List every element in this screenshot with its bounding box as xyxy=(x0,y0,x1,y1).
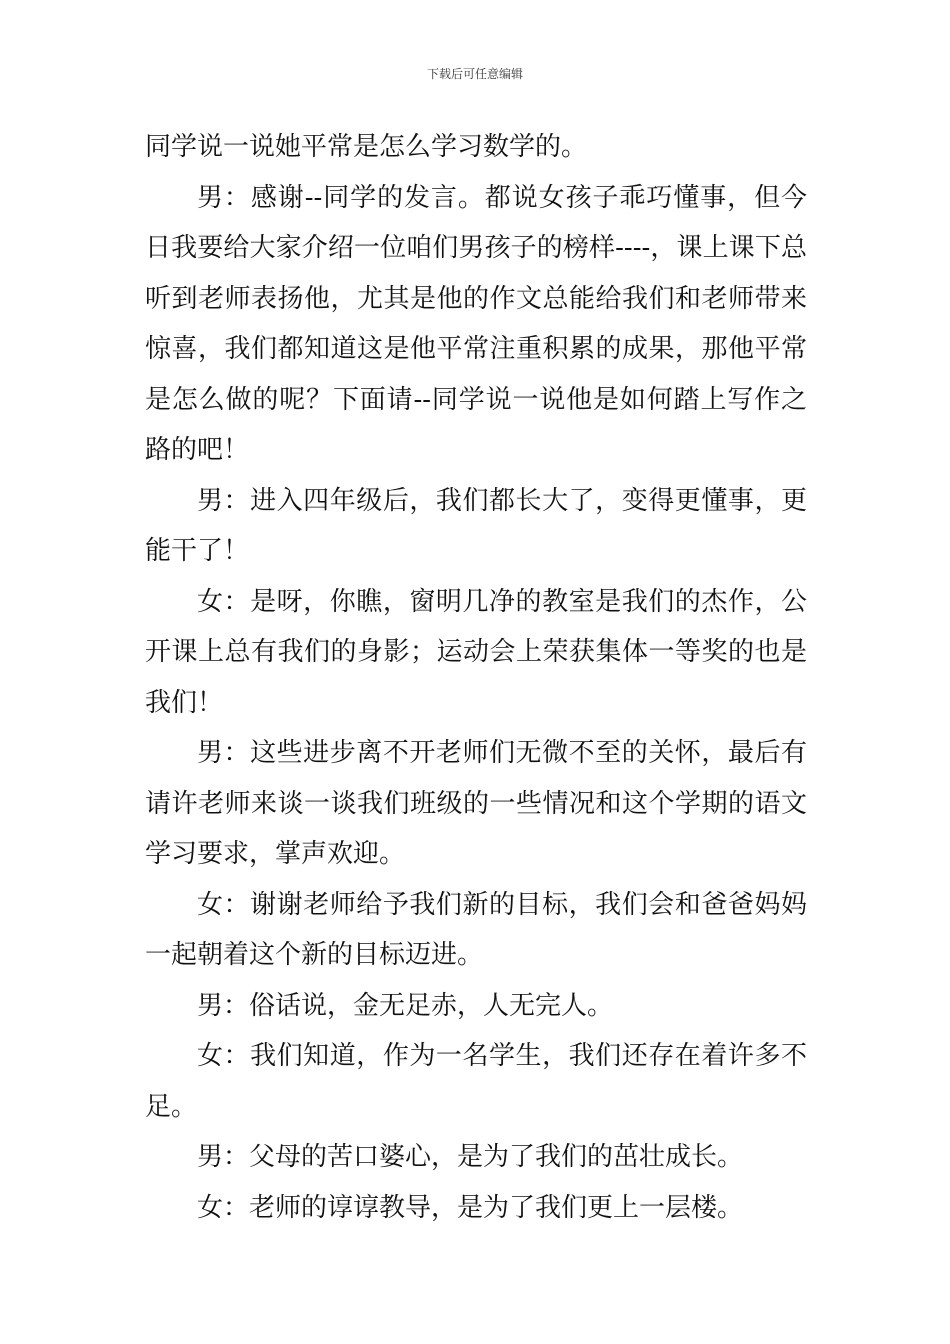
paragraph-4: 女：是呀，你瞧，窗明几净的教室是我们的杰作，公开课上总有我们的身影；运动会上荣获集体一等奖的也是我们！ xyxy=(145,586,807,718)
paragraph-5: 男：这些进步离不开老师们无微不至的关怀，最后有请许老师来谈一谈我们班级的一些情况和这个学期的语文学习要求，掌声欢迎。 xyxy=(145,738,807,869)
paragraph-7: 男：俗话说，金无足赤，人无完人。 xyxy=(197,990,614,1021)
paragraph-8: 女：我们知道，作为一名学生，我们还存在着许多不足。 xyxy=(145,1041,807,1122)
paragraph-2: 男：感谢--同学的发言。都说女孩子乖巧懂事，但今日我要给大家介绍一位咱们男孩子的榜样----，课上课下总听到老师表扬他，尤其是他的作文总能给我们和老师带来惊喜，我们都知道这是他平常注重积累的成果，那他平常是怎么做的呢？下面请--同学说一说他是如何踏上写作之路的吧！ xyxy=(145,182,807,465)
paragraph-3: 男：进入四年级后，我们都长大了，变得更懂事，更能干了！ xyxy=(145,485,807,566)
paragraph-6: 女：谢谢老师给予我们新的目标，我们会和爸爸妈妈一起朝着这个新的目标迈进。 xyxy=(145,889,807,970)
document-body xyxy=(145,122,807,1233)
paragraph-10: 女：老师的谆谆教导，是为了我们更上一层楼。 xyxy=(197,1192,744,1223)
page-header-note: 下载后可任意编辑 xyxy=(426,67,523,81)
paragraph-9: 男：父母的苦口婆心，是为了我们的茁壮成长。 xyxy=(197,1142,744,1172)
paragraph-1: 同学说一说她平常是怎么学习数学的。 xyxy=(145,132,588,162)
